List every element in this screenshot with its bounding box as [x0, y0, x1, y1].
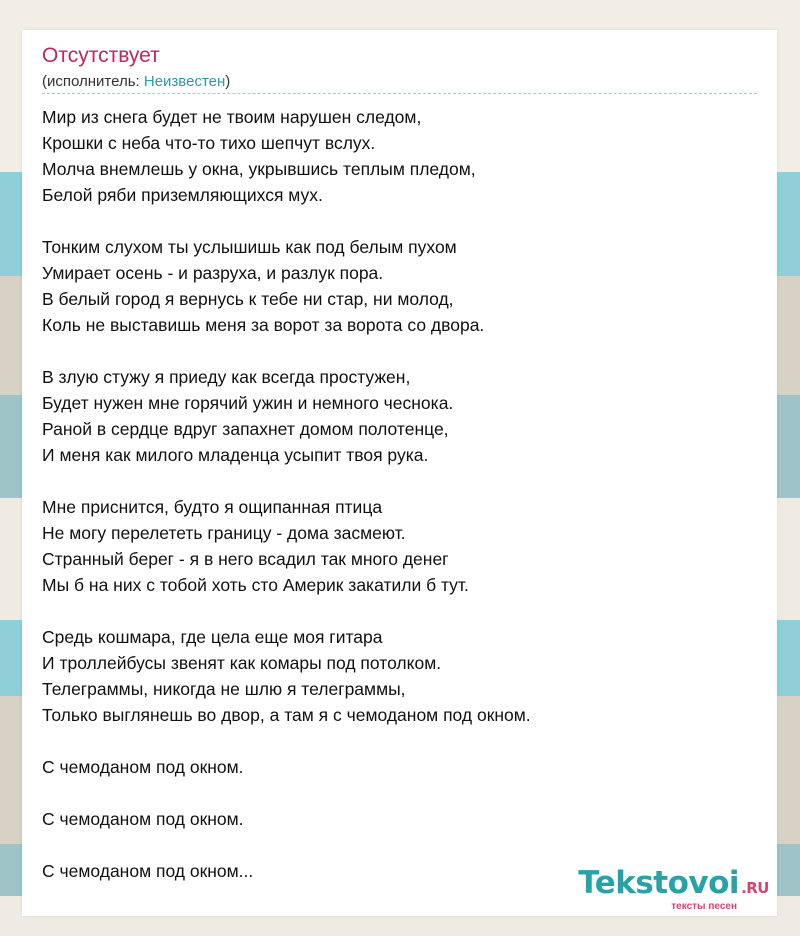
artist-suffix: ): [225, 73, 231, 90]
logo-wordmark: [578, 866, 769, 905]
stanza: [42, 806, 742, 832]
lyric-line: Раной в сердце вдруг запахнет домом полотенце,: [42, 419, 449, 439]
lyric-line: Мы б на них с тобой хоть сто Америк закатили б тут.: [42, 575, 469, 595]
lyric-line: В злую стужу я приеду как всегда простужен,: [42, 367, 411, 387]
stanza: [42, 364, 742, 468]
lyric-line: Телеграммы, никогда не шлю я телеграммы,: [42, 679, 406, 699]
lyric-line: С чемоданом под окном...: [42, 861, 254, 881]
artist-link[interactable]: Неизвестен: [143, 73, 226, 90]
logo-tagline: тексты песен: [671, 901, 737, 912]
artist-prefix: (исполнитель:: [42, 73, 144, 90]
song-title: Отсутствует: [42, 44, 160, 67]
stanza: [42, 624, 742, 728]
lyrics-card: [22, 30, 777, 916]
stanza: [42, 494, 742, 598]
lyric-line: С чемоданом под окном.: [42, 809, 244, 829]
lyric-line: Не могу перелететь границу - дома засмеют.: [42, 523, 406, 543]
lyric-line: Коль не выставишь меня за ворот за ворота со двора.: [42, 315, 485, 335]
lyric-line: Белой ряби приземляющихся мух.: [42, 185, 323, 205]
logo-name: Tekstovoi: [578, 865, 740, 901]
lyric-line: Умирает осень - и разруха, и разлук пора.: [42, 263, 384, 283]
stanza: [42, 234, 742, 338]
lyric-line: Мир из снега будет не твоим нарушен следом,: [42, 107, 422, 127]
lyric-line: Крошки с неба что-то тихо шепчут вслух.: [42, 133, 376, 153]
artist-line: [42, 73, 230, 91]
lyric-line: С чемоданом под окном.: [42, 757, 244, 777]
logo-tld: .RU: [741, 879, 769, 897]
lyric-line: Будет нужен мне горячий ужин и немного чеснока.: [42, 393, 454, 413]
stanza: [42, 754, 742, 780]
site-logo[interactable]: [578, 866, 769, 912]
lyric-line: И меня как милого младенца усыпит твоя рука.: [42, 445, 429, 465]
lyrics-text: [42, 104, 742, 910]
lyric-line: Странный берег - я в него всадил так много денег: [42, 549, 449, 569]
lyric-line: Только выглянешь во двор, а там я с чемоданом под окном.: [42, 705, 531, 725]
lyric-line: В белый город я вернусь к тебе ни стар, ни молод,: [42, 289, 454, 309]
divider: [42, 93, 757, 94]
lyric-line: Молча внемлешь у окна, укрывшись теплым пледом,: [42, 159, 476, 179]
lyric-line: Мне приснится, будто я ощипанная птица: [42, 497, 383, 517]
lyric-line: Средь кошмара, где цела еще моя гитара: [42, 627, 383, 647]
lyric-line: И троллейбусы звенят как комары под потолком.: [42, 653, 442, 673]
stanza: [42, 104, 742, 208]
lyric-line: Тонким слухом ты услышишь как под белым пухом: [42, 237, 457, 257]
